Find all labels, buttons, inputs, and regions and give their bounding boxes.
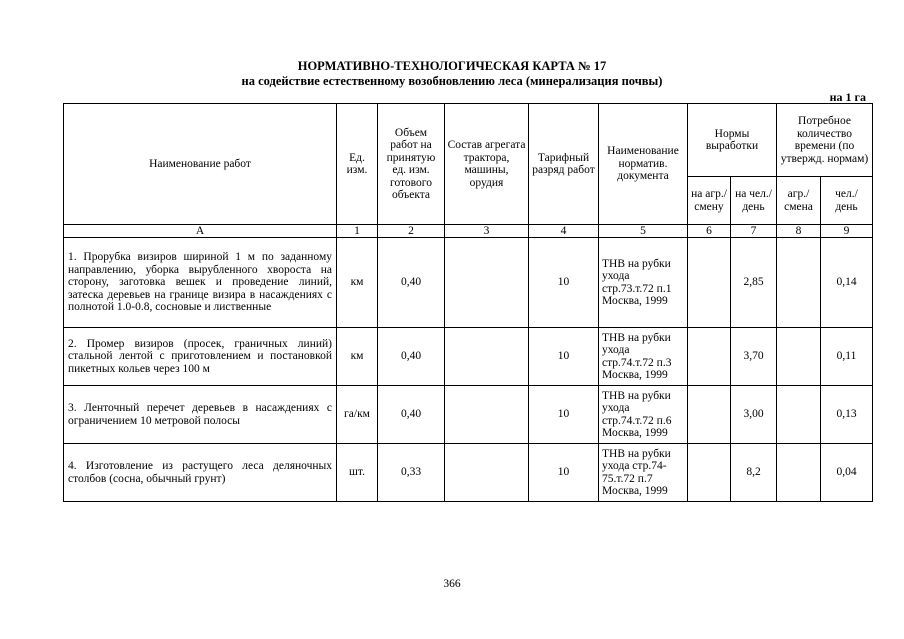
cell-tariff: 10 bbox=[529, 238, 599, 328]
norms-table bbox=[63, 103, 873, 502]
cell-volume: 0,40 bbox=[378, 386, 445, 444]
page-number: 366 bbox=[443, 578, 461, 590]
column-numbers-row bbox=[64, 225, 873, 238]
cell-unit: км bbox=[337, 238, 378, 328]
cell-unit: га/км bbox=[337, 386, 378, 444]
cell-normdoc: ТНВ на рубки ухода стр.74.т.72 п.6 Москва, 1999 bbox=[599, 386, 688, 444]
cell-work-name: 1. Прорубка визиров шириной 1 м по заданному направлению, уборка вырубленного хвороста на сторону, заготовка вешек и проведение линий, затеска деревьев на границе визира в насаждениях с полнотой 1.0-0.8, сосновые и лиственные bbox=[64, 238, 337, 328]
cell-composition bbox=[445, 238, 529, 328]
col-number: 4 bbox=[529, 225, 599, 238]
cell-unit: шт. bbox=[337, 444, 378, 502]
col-number: 7 bbox=[731, 225, 777, 238]
cell-time-chel: 0,04 bbox=[821, 444, 873, 502]
cell-time-chel: 0,11 bbox=[821, 328, 873, 386]
col-number: 2 bbox=[378, 225, 445, 238]
cell-composition bbox=[445, 386, 529, 444]
table-row bbox=[64, 444, 873, 502]
header-time-agr: агр./ смена bbox=[777, 177, 821, 225]
header-composition: Состав агрегата трактора, машины, орудия bbox=[445, 104, 529, 225]
cell-norm-agr bbox=[688, 444, 731, 502]
header-norms-agr: на агр./ смену bbox=[688, 177, 731, 225]
cell-normdoc: ТНВ на рубки ухода стр.74.т.72 п.3 Москва, 1999 bbox=[599, 328, 688, 386]
cell-time-agr bbox=[777, 328, 821, 386]
cell-tariff: 10 bbox=[529, 386, 599, 444]
cell-volume: 0,40 bbox=[378, 238, 445, 328]
cell-norm-chel: 8,2 bbox=[731, 444, 777, 502]
header-norms-chel: на чел./ день bbox=[731, 177, 777, 225]
cell-volume: 0,33 bbox=[378, 444, 445, 502]
table-row bbox=[64, 238, 873, 328]
cell-time-agr bbox=[777, 238, 821, 328]
header-norms: Нормы выработки bbox=[688, 104, 777, 177]
table-row bbox=[64, 328, 873, 386]
cell-work-name: 3. Ленточный перечет деревьев в насаждениях с ограничением 10 метровой полосы bbox=[64, 386, 337, 444]
cell-time-chel: 0,14 bbox=[821, 238, 873, 328]
cell-normdoc: ТНВ на рубки ухода стр.73.т.72 п.1 Москва, 1999 bbox=[599, 238, 688, 328]
cell-norm-agr bbox=[688, 238, 731, 328]
cell-composition bbox=[445, 444, 529, 502]
header-name: Наименование работ bbox=[64, 104, 337, 225]
header-time-chel: чел./ день bbox=[821, 177, 873, 225]
document-subtitle: на содействие естественному возобновлению леса (минерализация почвы) bbox=[241, 74, 663, 88]
cell-norm-chel: 2,85 bbox=[731, 238, 777, 328]
cell-unit: км bbox=[337, 328, 378, 386]
col-number: 3 bbox=[445, 225, 529, 238]
cell-tariff: 10 bbox=[529, 444, 599, 502]
cell-norm-agr bbox=[688, 386, 731, 444]
header-time: Потребное количество времени (по утвержд. нормам) bbox=[777, 104, 873, 177]
cell-norm-chel: 3,00 bbox=[731, 386, 777, 444]
cell-time-chel: 0,13 bbox=[821, 386, 873, 444]
cell-normdoc: ТНВ на рубки ухода стр.74-75.т.72 п.7 Москва, 1999 bbox=[599, 444, 688, 502]
header-tariff: Тарифный разряд работ bbox=[529, 104, 599, 225]
cell-norm-agr bbox=[688, 328, 731, 386]
col-number: 5 bbox=[599, 225, 688, 238]
cell-norm-chel: 3,70 bbox=[731, 328, 777, 386]
header-unit: Ед. изм. bbox=[337, 104, 378, 225]
cell-tariff: 10 bbox=[529, 328, 599, 386]
header-normdoc: Наименование норматив. документа bbox=[599, 104, 688, 225]
cell-work-name: 4. Изготовление из растущего леса деляночных столбов (сосна, обычный грунт) bbox=[64, 444, 337, 502]
col-number: 9 bbox=[821, 225, 873, 238]
col-number: А bbox=[64, 225, 337, 238]
cell-composition bbox=[445, 328, 529, 386]
cell-work-name: 2. Промер визиров (просек, граничных линий) стальной лентой с приготовлением и постановкой пикетных кольев через 100 м bbox=[64, 328, 337, 386]
cell-time-agr bbox=[777, 386, 821, 444]
document-title: НОРМАТИВНО-ТЕХНОЛОГИЧЕСКАЯ КАРТА № 17 bbox=[297, 59, 607, 73]
unit-label: на 1 га bbox=[829, 90, 866, 104]
col-number: 1 bbox=[337, 225, 378, 238]
cell-time-agr bbox=[777, 444, 821, 502]
col-number: 8 bbox=[777, 225, 821, 238]
col-number: 6 bbox=[688, 225, 731, 238]
header-volume: Объем работ на принятую ед. изм. готового объекта bbox=[378, 104, 445, 225]
cell-volume: 0,40 bbox=[378, 328, 445, 386]
table-row bbox=[64, 386, 873, 444]
